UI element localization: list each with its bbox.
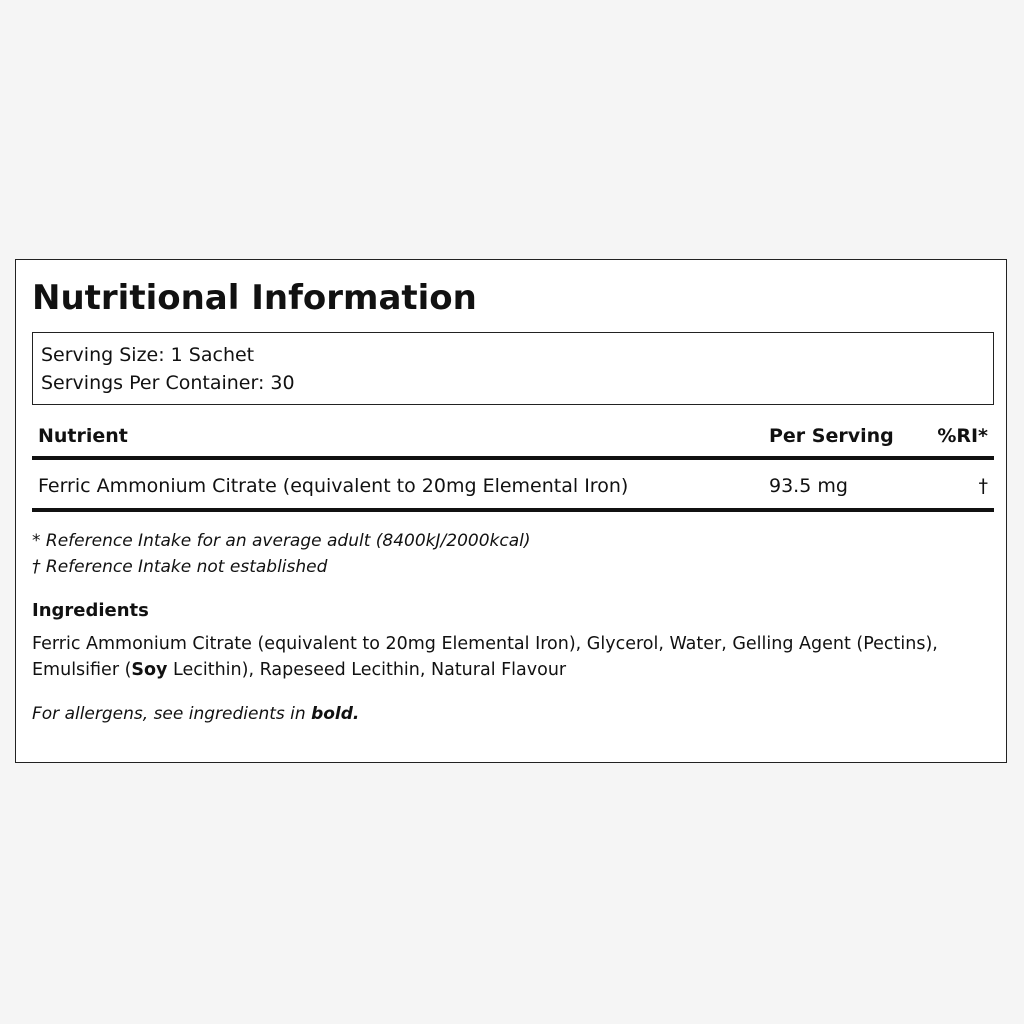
ingredients-line-2 — [32, 657, 992, 683]
footnote-reference-intake: * Reference Intake for an average adult (8400kJ/2000kcal) — [32, 531, 531, 551]
footnote-not-established: † Reference Intake not established — [32, 557, 328, 577]
header-nutrient: Nutrient — [38, 425, 128, 447]
table-row — [32, 465, 994, 505]
ingredients-line-2-end: Lecithin), Rapeseed Lecithin, Natural Flavour — [167, 660, 567, 680]
nutrition-panel — [15, 259, 1007, 763]
ingredients-heading: Ingredients — [32, 600, 149, 621]
row-nutrient: Ferric Ammonium Citrate (equivalent to 20mg Elemental Iron) — [38, 475, 629, 497]
allergen-note — [32, 704, 359, 724]
serving-info-box — [32, 332, 994, 405]
header-per-serving: Per Serving — [769, 425, 894, 447]
servings-per-container: Servings Per Container: 30 — [41, 372, 295, 394]
header-ri: %RI* — [937, 425, 988, 447]
table-top-rule — [32, 456, 994, 460]
serving-size: Serving Size: 1 Sachet — [41, 344, 255, 366]
row-ri: † — [978, 475, 988, 497]
ingredients-list — [32, 631, 992, 683]
allergen-note-text: For allergens, see ingredients in — [32, 704, 312, 724]
table-bottom-rule — [32, 508, 994, 512]
allergen-note-bold: bold. — [311, 704, 360, 724]
footnotes — [32, 528, 531, 580]
ingredients-line-1: Ferric Ammonium Citrate (equivalent to 20mg Elemental Iron), Glycerol, Water, Gelling Agent (Pectins), — [32, 634, 938, 654]
table-header — [32, 423, 994, 457]
ingredients-line-2-start: Emulsifier ( — [32, 660, 132, 680]
panel-title: Nutritional Information — [32, 278, 477, 318]
row-per-serving: 93.5 mg — [769, 475, 848, 497]
allergen-soy: Soy — [131, 660, 168, 680]
